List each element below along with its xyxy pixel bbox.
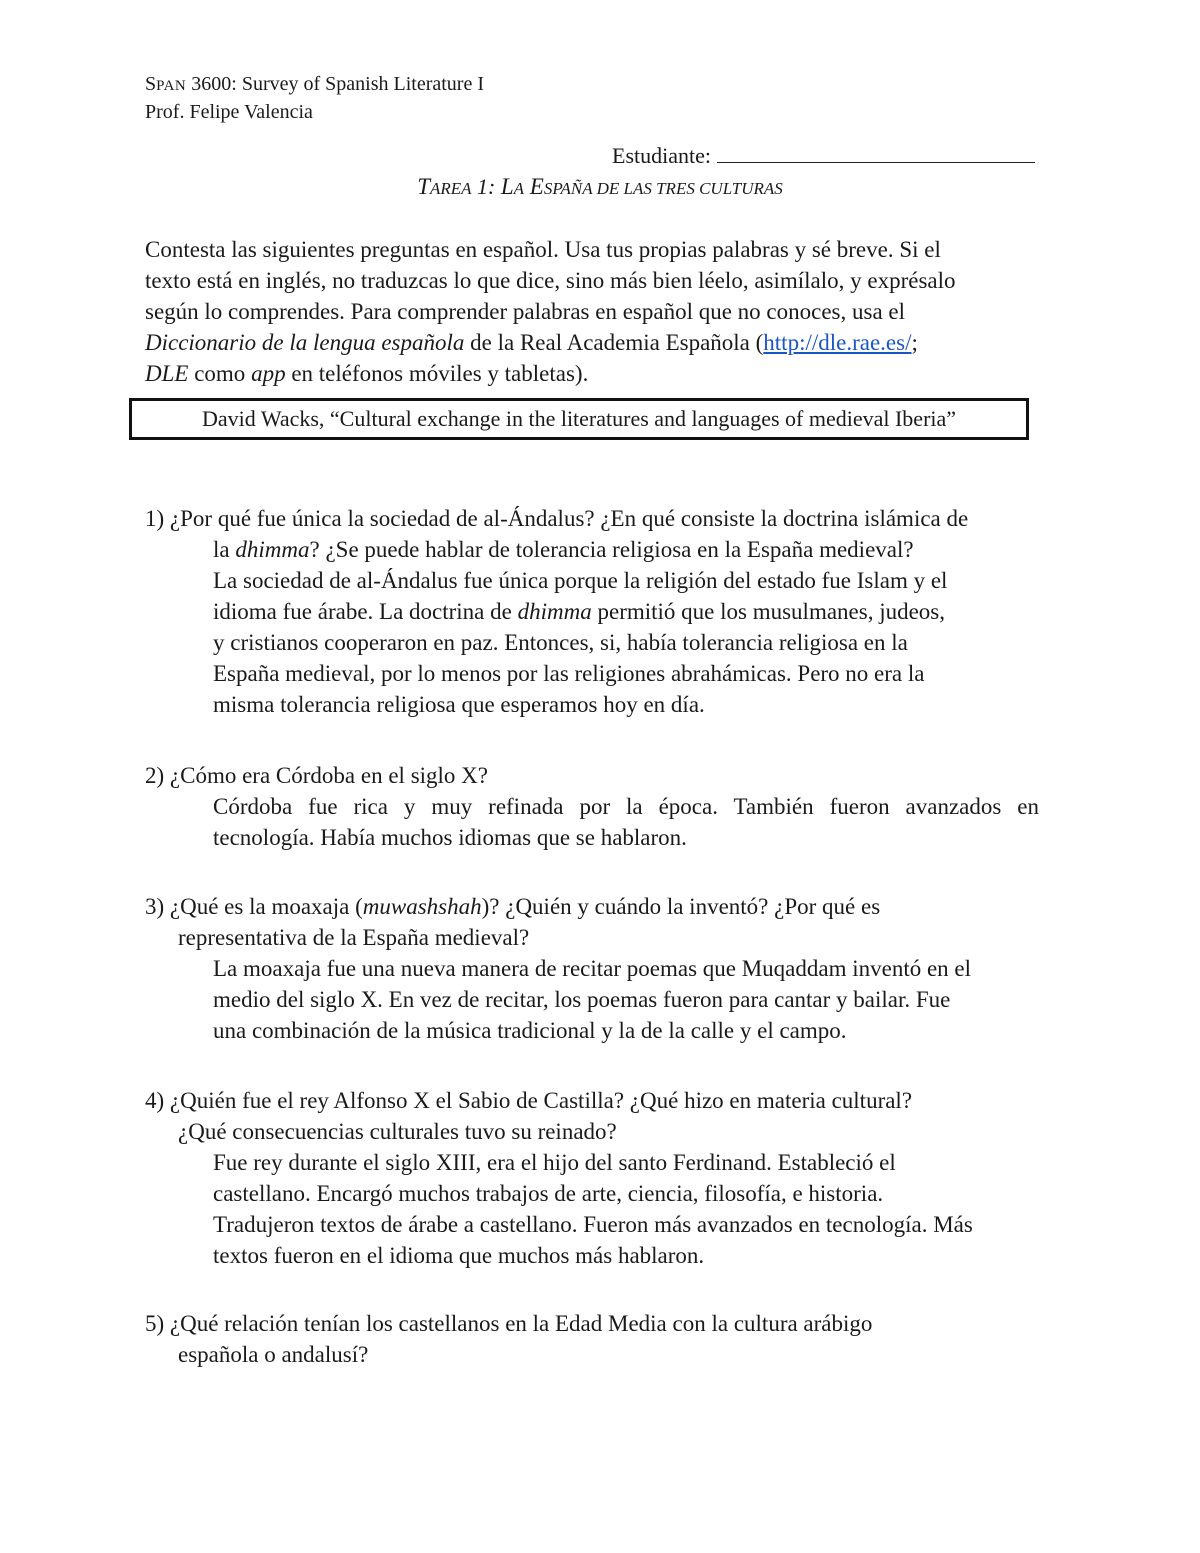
answer-text: una combinación de la música tradicional y la de la calle y el campo. bbox=[213, 1018, 847, 1043]
title-e-cap: E bbox=[524, 174, 544, 199]
answer-text: Fue rey durante el siglo XIII, era el hijo del santo Ferdinand. Estableció el bbox=[213, 1150, 896, 1175]
student-blank-line[interactable] bbox=[717, 138, 1035, 163]
answer-text: España medieval, por lo menos por las religiones abrahámicas. Pero no era la bbox=[213, 661, 925, 686]
question-text: 2) ¿Cómo era Córdoba en el siglo X? bbox=[145, 763, 488, 788]
question-text bbox=[145, 891, 1065, 922]
instructions-line: según lo comprendes. Para comprender palabras en español que no conoces, usa el bbox=[145, 299, 906, 324]
answer-text: misma tolerancia religiosa que esperamos hoy en día. bbox=[213, 692, 705, 717]
answer-text: castellano. Encargó muchos trabajos de arte, ciencia, filosofía, e historia. bbox=[213, 1181, 884, 1206]
question-2 bbox=[145, 760, 1065, 853]
answer-text: y cristianos cooperaron en paz. Entonces, si, había tolerancia religiosa en la bbox=[213, 630, 908, 655]
instructions-line bbox=[145, 358, 1065, 389]
course-prefix-cap: S bbox=[145, 73, 157, 95]
answer-text-part: idioma fue árabe. La doctrina de bbox=[213, 599, 518, 624]
answer-text: Córdoba fue rica y muy refinada por la época. También fueron avanzados en bbox=[213, 794, 1039, 819]
title-l-cap: L bbox=[500, 174, 514, 199]
question-1 bbox=[145, 503, 1065, 720]
dle-link[interactable]: http://dle.rae.es/ bbox=[763, 330, 912, 355]
title-t-cap: T bbox=[417, 174, 430, 199]
question-3 bbox=[145, 891, 1065, 1046]
instructions-paragraph bbox=[145, 234, 1065, 389]
question-text-part: )? ¿Quién y cuándo la inventó? ¿Por qué es bbox=[481, 894, 881, 919]
answer-text bbox=[145, 596, 1065, 627]
answer-text: medio del siglo X. En vez de recitar, los poemas fueron para cantar y bailar. Fue bbox=[213, 987, 951, 1012]
dictionary-title: Diccionario de la lengua española bbox=[145, 330, 465, 355]
answer-text: Tradujeron textos de árabe a castellano. Fueron más avanzados en tecnología. Más bbox=[213, 1212, 973, 1237]
dle-abbrev: DLE bbox=[145, 361, 189, 386]
course-title bbox=[145, 70, 484, 100]
question-text-part: la bbox=[213, 537, 236, 562]
assignment-title bbox=[0, 172, 1200, 204]
app-word: app bbox=[251, 361, 286, 386]
answer-text-part: permitió que los musulmanes, judeos, bbox=[591, 599, 945, 624]
term-muwashshah: muwashshah bbox=[362, 894, 482, 919]
question-4 bbox=[145, 1085, 1065, 1271]
student-label: Estudiante: bbox=[612, 143, 711, 168]
question-text: española o andalusí? bbox=[178, 1342, 369, 1367]
answer-text: La sociedad de al-Ándalus fue única porque la religión del estado fue Islam y el bbox=[213, 568, 948, 593]
reading-citation-box: David Wacks, “Cultural exchange in the literatures and languages of medieval Iberia” bbox=[129, 398, 1029, 440]
question-text-part: ? ¿Se puede hablar de tolerancia religiosa en la España medieval? bbox=[309, 537, 914, 562]
answer-text: La moaxaja fue una nueva manera de recitar poemas que Muqaddam inventó en el bbox=[213, 956, 972, 981]
question-text: 5) ¿Qué relación tenían los castellanos en la Edad Media con la cultura arábigo bbox=[145, 1311, 873, 1336]
question-text: 4) ¿Quién fue el rey Alfonso X el Sabio de Castilla? ¿Qué hizo en materia cultural? bbox=[145, 1088, 913, 1113]
question-text: representativa de la España medieval? bbox=[178, 925, 530, 950]
term-dhimma: dhimma bbox=[517, 599, 592, 624]
title-t-rest: AREA bbox=[429, 179, 472, 198]
instructions-text: ; bbox=[911, 330, 918, 355]
term-dhimma: dhimma bbox=[235, 537, 310, 562]
question-text bbox=[145, 534, 1065, 565]
question-text: 1) ¿Por qué fue única la sociedad de al-Ándalus? ¿En qué consiste la doctrina islámica de bbox=[145, 506, 969, 531]
instructions-text: como bbox=[188, 361, 252, 386]
student-field bbox=[612, 138, 1035, 171]
title-l-rest: A bbox=[513, 179, 525, 198]
instructions-text: de la Real Academia Española ( bbox=[464, 330, 764, 355]
instructions-line: texto está en inglés, no traduzcas lo que dice, sino más bien léelo, asimílalo, y exprésalo bbox=[145, 268, 956, 293]
question-text: ¿Qué consecuencias culturales tuvo su reinado? bbox=[178, 1119, 617, 1144]
instructions-line: Contesta las siguientes preguntas en español. Usa tus propias palabras y sé breve. Si el bbox=[145, 237, 941, 262]
question-text-part: 3) ¿Qué es la moaxaja ( bbox=[145, 894, 363, 919]
answer-text: tecnología. Había muchos idiomas que se hablaron. bbox=[213, 825, 687, 850]
instructions-text: en teléfonos móviles y tabletas). bbox=[285, 361, 589, 386]
instructions-line bbox=[145, 327, 1065, 358]
title-num: 1: bbox=[471, 174, 501, 199]
course-prefix-rest: PAN bbox=[156, 78, 187, 94]
answer-text: textos fueron en el idioma que muchos más hablaron. bbox=[213, 1243, 705, 1268]
question-5 bbox=[145, 1308, 1065, 1370]
title-e-rest: SPAÑA DE LAS TRES CULTURAS bbox=[543, 179, 783, 198]
course-rest: 3600: Survey of Spanish Literature I bbox=[186, 73, 484, 95]
professor-name: Prof. Felipe Valencia bbox=[145, 101, 313, 123]
